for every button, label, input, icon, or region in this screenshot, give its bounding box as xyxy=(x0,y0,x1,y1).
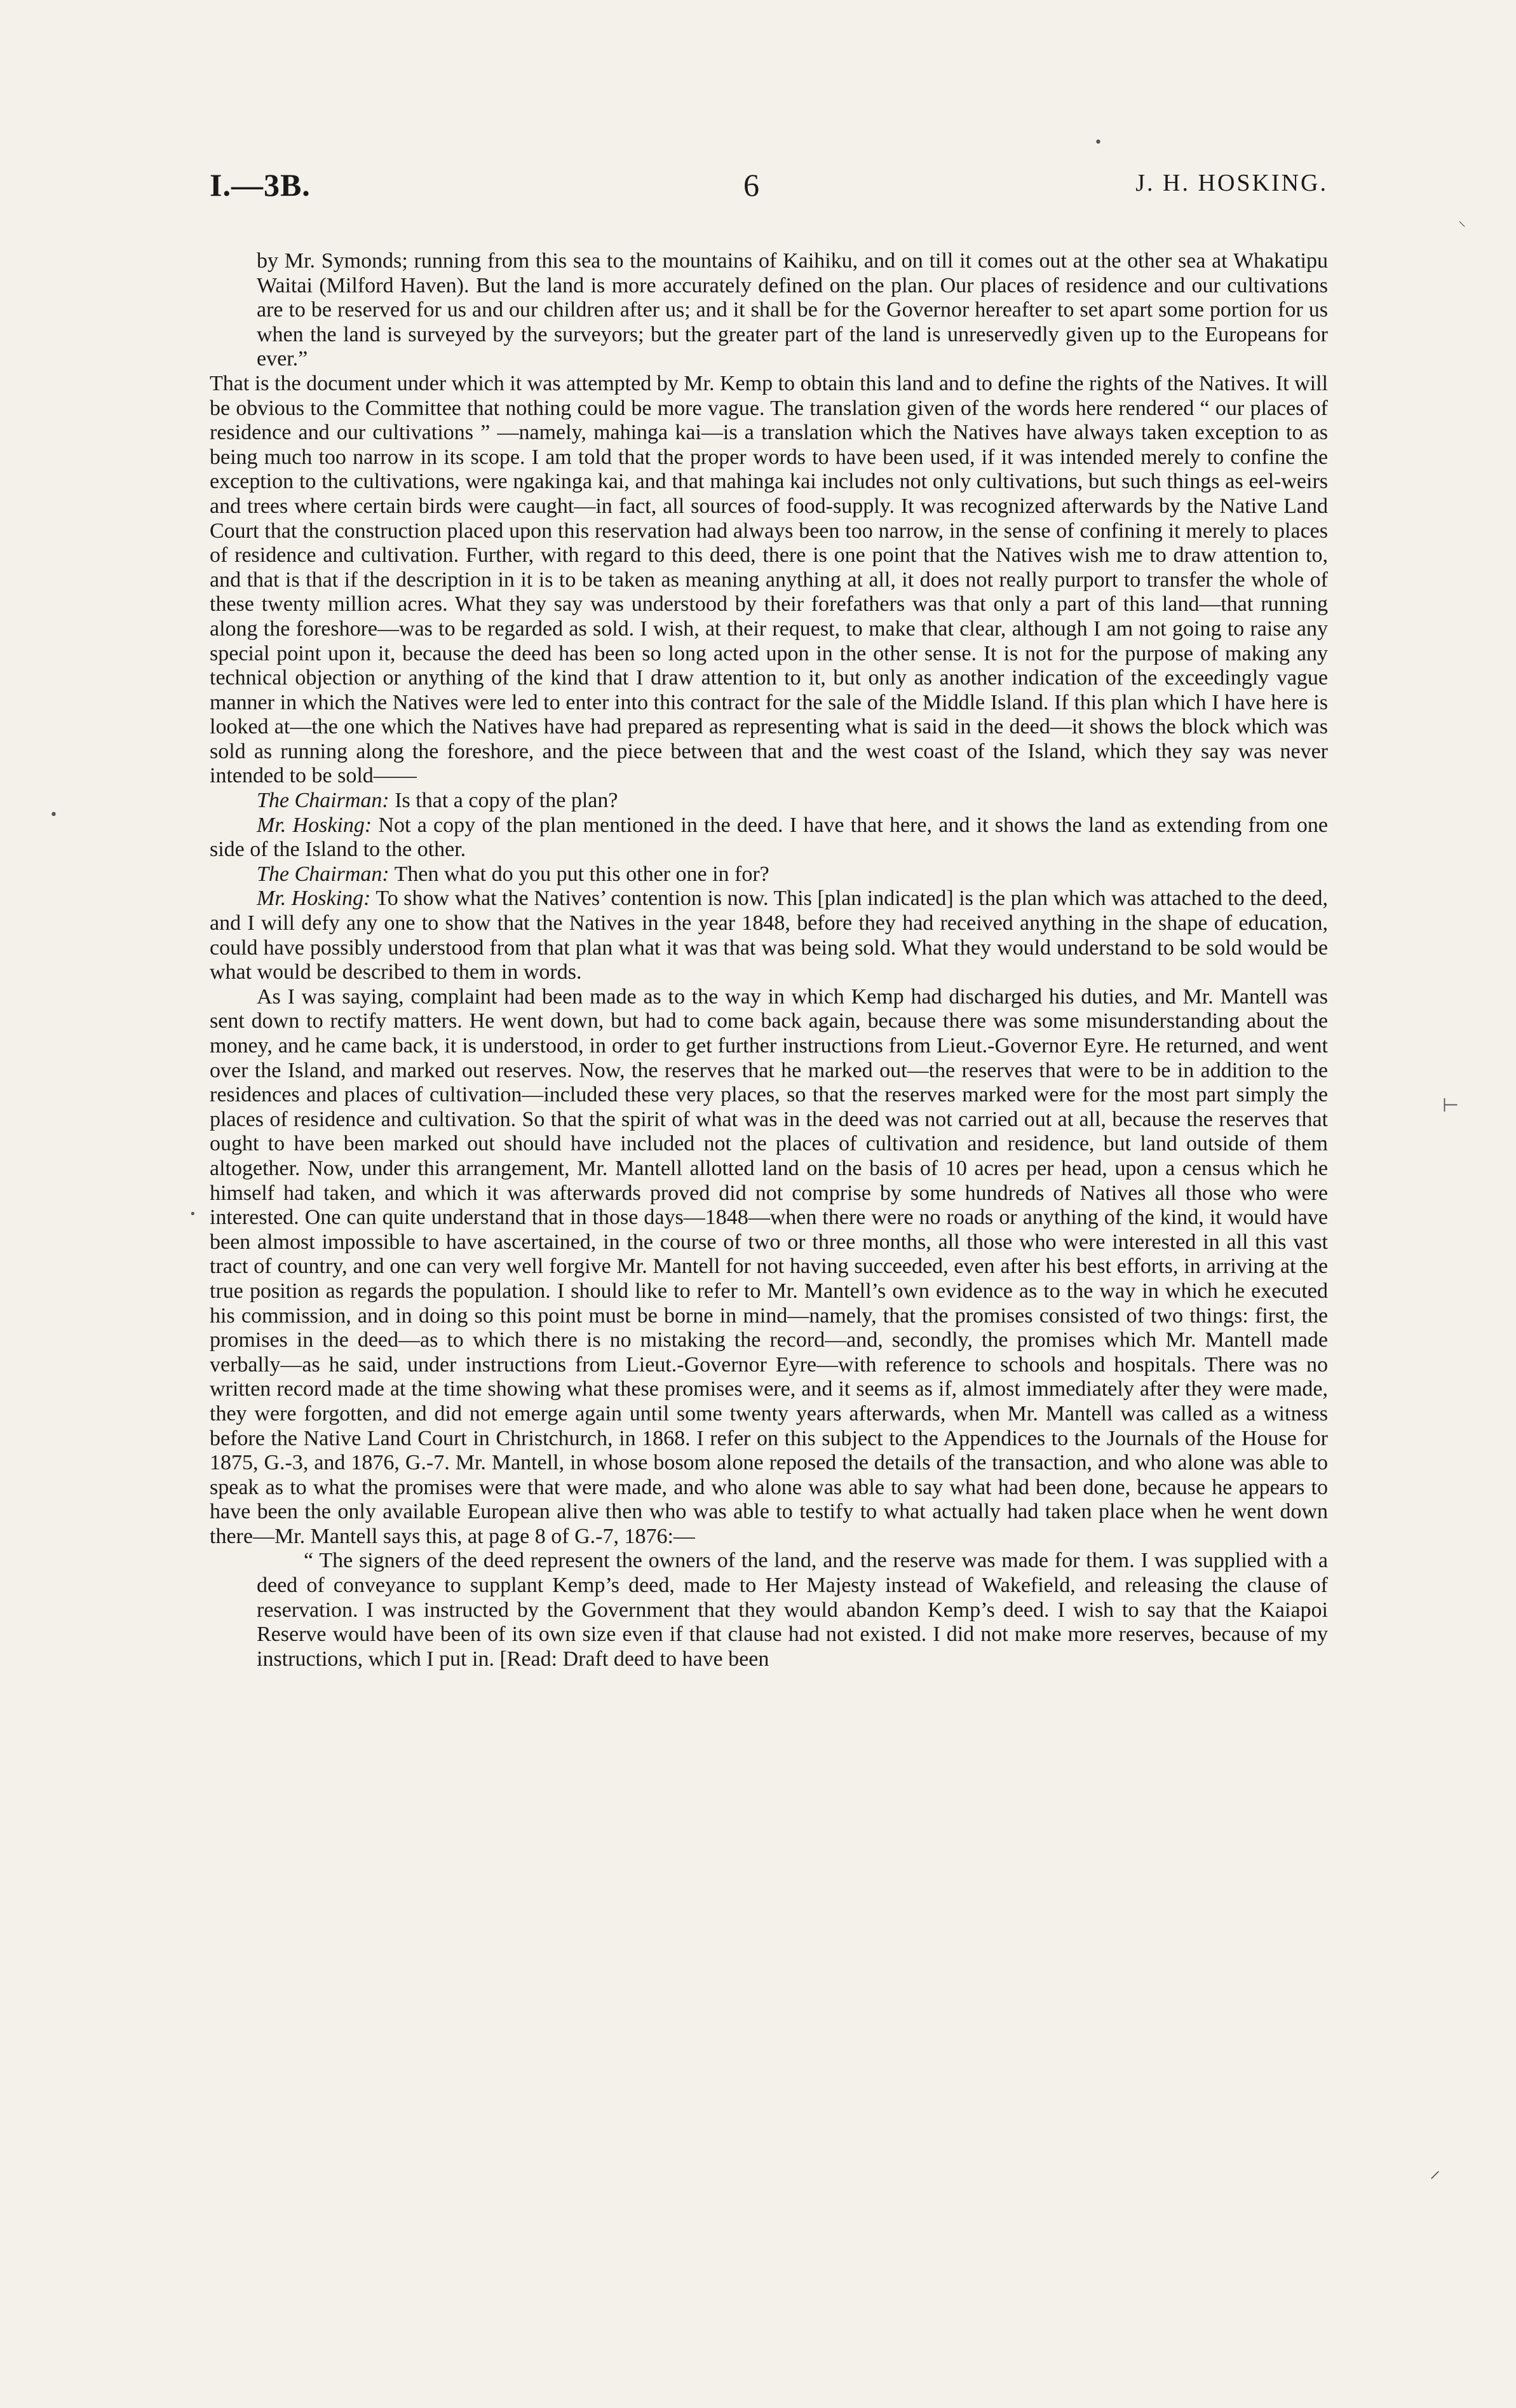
paragraph-deed-discussion: That is the document under which it was attempted by Mr. Kemp to obtain this land and to define the rights of the Natives. It will be obvious to the Committee that nothing could be more vague. The translation given of the words here rendered “ our places of residence and our cultivations ” —namely, mahinga kai—is a translation which the Natives have always taken exception to as being much too narrow in its scope. I am told that the proper words to have been used, if it was intended merely to confine the exception to the cultivations, were ngakinga kai, and that mahinga kai includes not only cultivations, but such things as eel-weirs and trees where certain birds were caught—in fact, all sources of food-supply. It was recognized afterwards by the Native Land Court that the construction placed upon this reservation had always been too narrow, in the sense of confining it merely to places of residence and cultivation. Further, with regard to this deed, there is one point that the Natives wish me to draw attention to, and that is that if the description in it is to be taken as meaning anything at all, it does not really purport to transfer the whole of these twenty million acres. What they say was understood by their forefathers was that only a part of this land—that running along the foreshore—was to be regarded as sold. I wish, at their request, to make that clear, although I am not going to raise any special point upon it, because the deed has been so long acted upon in the other sense. It is not for the purpose of making any technical objection or anything of the kind that I draw attention to it, but only as another indication of the exceedingly vague manner in which the Natives were led to enter into this contract for the sale of the Middle Island. If this plan which I have here is looked at—the one which the Natives have had prepared as representing what is said in the deed—it shows the block which was sold as running along the foreshore, and the piece between that and the west coast of the Island, which they say was never intended to be sold—— xyxy=(210,371,1328,788)
page-header xyxy=(210,167,1328,217)
speech-chairman-1 xyxy=(210,789,1328,813)
speech-hosking-2 xyxy=(210,887,1328,984)
quoted-mantell-evidence: “ The signers of the deed represent the owners of the land, and the reserve was made for them. I was supplied with a deed of conveyance to supplant Kemp’s deed, made to Her Majesty instead of Wakefield, and releasing the clause of reservation. I was instructed by the Government that they would abandon Kemp’s deed. I wish to say that the Kaiapoi Reserve would have been of its own size even if that clause had not existed. I did not make more reserves, because of my instructions, which I put in. [Read: Draft deed to have been xyxy=(257,1549,1328,1671)
scan-mark-top: • xyxy=(1094,135,1102,151)
paper-reference: I.—3B. xyxy=(210,167,311,203)
speech-text: To show what the Natives’ contention is now. This [plan indicated] is the plan which was attached to the deed, and I will defy any one to show that the Natives in the year 1848, before they had received anything in the shape of education, could have possibly understood from that plan what it was that was being sold. What they would understand to be sold would be what would be described to them in words. xyxy=(210,887,1328,984)
scan-mark-left-2: • xyxy=(189,1207,196,1221)
paragraph-mantell-reserves: As I was saying, complaint had been made as to the way in which Kemp had discharged his duties, and Mr. Mantell was sent down to rectify matters. He went down, but had to come back again, because there was some misunderstanding about the money, and he came back, it is understood, in order to get further instructions from Lieut.-Governor Eyre. He returned, and went over the Island, and marked out reserves. Now, the reserves that he marked out—the reserves that were to be in addition to the residences and places of cultivation—included these very places, so that the reserves marked were for the most part simply the places of residence and cultivation. So that the spirit of what was in the deed was not carried out at all, because the reserves that ought to have been marked out should have included not the places of cultivation and residence, but land outside of them altogether. Now, under this arrangement, Mr. Mantell allotted land on the basis of 10 acres per head, upon a census which he himself had taken, and which it was afterwards proved did not comprise by some hundreds of Natives all those who were interested. One can quite understand that in those days—1848—when there were no roads or anything of the kind, it would have been almost impossible to have ascertained, in the course of two or three months, all those who were interested in all this vast tract of country, and one can very well forgive Mr. Mantell for not having succeeded, even after his best efforts, in arriving at the true position as regards the population. I should like to refer to Mr. Mantell’s own evidence as to the way in which he executed his commission, and in doing so this point must be borne in mind—namely, that the promises consisted of two things: first, the promises in the deed—as to which there is no mistaking the record—and, secondly, the promises which Mr. Mantell made verbally—as he said, under instructions from Lieut.-Governor Eyre—with reference to schools and hospitals. There was no written record made at the time showing what these promises were, and it seems as if, almost immediately after they were made, they were forgotten, and did not emerge again until some twenty years afterwards, when Mr. Mantell was called as a witness before the Native Land Court in Christchurch, in 1868. I refer on this subject to the Appendices to the Journals of the House for 1875, G.-3, and 1876, G.-7. Mr. Mantell, in whose bosom alone reposed the details of the transaction, and who alone was able to speak as to what the promises were that were made, and who alone was able to say what had been done, because he appears to have been the only available European alive then who was able to testify to what actually had taken place when he went down there—Mr. Mantell says this, at page 8 of G.-7, 1876:— xyxy=(210,984,1328,1548)
speaker-label: The Chairman: xyxy=(257,862,389,886)
scan-mark-right: ⊢ xyxy=(1442,1094,1459,1117)
witness-name: J. H. HOSKING. xyxy=(1135,170,1328,196)
scan-mark-left: • xyxy=(50,807,58,823)
body-text xyxy=(210,249,1328,1671)
speaker-label: The Chairman: xyxy=(257,789,389,813)
speech-chairman-2 xyxy=(210,862,1328,887)
speech-text: Not a copy of the plan mentioned in the deed. I have that here, and it shows the land as extending from one side of the Island to the other. xyxy=(210,813,1328,862)
page-number: 6 xyxy=(743,167,759,203)
speaker-label: Mr. Hosking: xyxy=(257,887,371,911)
scan-mark-right-2: ⸜ xyxy=(1458,212,1466,229)
speech-text: Is that a copy of the plan? xyxy=(389,789,618,813)
quoted-deed-paragraph: by Mr. Symonds; running from this sea to the mountains of Kaihiku, and on till it comes out at the other sea at Whakatipu Waitai (Milford Haven). But the land is more accurately defined on the plan. Our places of residence and our cultivations are to be reserved for us and our children after us; and it shall be for the Governor hereafter to set apart some portion for us when the land is surveyed by the surveyors; but the greater part of the land is unreservedly given up to the Europeans for ever.” xyxy=(257,249,1328,371)
scan-mark-bottom-right: ⸝ xyxy=(1430,2158,1440,2183)
speech-hosking-1 xyxy=(210,813,1328,862)
speaker-label: Mr. Hosking: xyxy=(257,813,372,837)
speech-text: Then what do you put this other one in for? xyxy=(389,862,769,886)
